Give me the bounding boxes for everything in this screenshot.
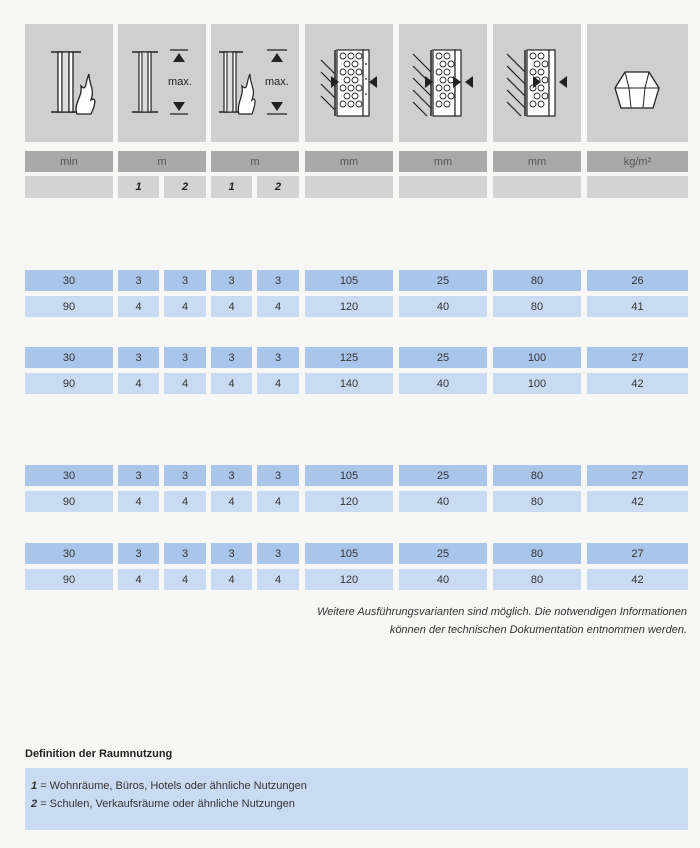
icon-label-max: max.: [168, 76, 192, 88]
subheader-usage-2: 2: [257, 176, 299, 198]
table-cell: 4: [164, 373, 206, 394]
footnote-line-2: können der technischen Dokumentation entnommen werden.: [389, 624, 687, 636]
definition-item: [31, 795, 682, 813]
table-cell: 90: [25, 491, 113, 512]
table-cell: 80: [493, 465, 581, 486]
table-cell: 90: [25, 569, 113, 590]
table-cell: 80: [493, 569, 581, 590]
table-cell: 30: [25, 543, 113, 564]
table-cell: 80: [493, 270, 581, 291]
table-cell: 105: [305, 465, 393, 486]
subheader-usage-1: 1: [118, 176, 159, 198]
table-cell: 105: [305, 270, 393, 291]
definition-title: Definition der Raumnutzung: [25, 748, 173, 760]
subheader-empty: [587, 176, 688, 198]
table-cell: 40: [399, 373, 487, 394]
definition-box: [25, 768, 688, 830]
unit-header-mm: mm: [305, 151, 393, 172]
table-cell: 40: [399, 491, 487, 512]
table-cell: 4: [257, 491, 299, 512]
table-cell: 3: [164, 270, 206, 291]
table-cell: 27: [587, 347, 688, 368]
table-cell: 41: [587, 296, 688, 317]
definition-item: [31, 777, 682, 795]
table-cell: 42: [587, 491, 688, 512]
table-cell: 120: [305, 296, 393, 317]
header-icon-total-thickness: [305, 24, 393, 142]
header-icon-wall-height: [118, 24, 206, 142]
table-cell: 4: [164, 491, 206, 512]
table-cell: 4: [211, 373, 252, 394]
subheader-usage-1: 1: [211, 176, 252, 198]
footnote-line-1: Weitere Ausführungsvarianten sind möglich. Die notwendigen Informationen: [317, 606, 687, 618]
table-cell: 140: [305, 373, 393, 394]
table-cell: 3: [118, 347, 159, 368]
table-cell: 30: [25, 347, 113, 368]
subheader-empty: [493, 176, 581, 198]
table-cell: 4: [118, 491, 159, 512]
table-cell: 25: [399, 347, 487, 368]
table-cell: 3: [118, 465, 159, 486]
fire-wall-icon: [25, 24, 113, 142]
table-cell: 120: [305, 491, 393, 512]
table-cell: 4: [118, 373, 159, 394]
unit-header-kg-m2: kg/m²: [587, 151, 688, 172]
definition-key: 1: [31, 780, 38, 792]
unit-header-m: m: [211, 151, 299, 172]
table-cell: 100: [493, 373, 581, 394]
icon-label-max: max.: [265, 76, 289, 88]
table-cell: 125: [305, 347, 393, 368]
table-cell: 3: [257, 543, 299, 564]
table-cell: 4: [164, 296, 206, 317]
table-cell: 40: [399, 296, 487, 317]
header-icon-core-thickness: [493, 24, 581, 142]
table-cell: 3: [257, 270, 299, 291]
definition-text: = Schulen, Verkaufsräume oder ähnliche Nutzungen: [40, 798, 295, 810]
table-cell: 3: [211, 347, 252, 368]
header-icon-layer-thickness: [399, 24, 487, 142]
table-cell: 3: [211, 270, 252, 291]
table-cell: 90: [25, 373, 113, 394]
table-cell: 3: [257, 465, 299, 486]
unit-header-mm: mm: [493, 151, 581, 172]
table-cell: 26: [587, 270, 688, 291]
table-cell: 4: [257, 569, 299, 590]
table-cell: 40: [399, 569, 487, 590]
unit-header-min: min: [25, 151, 113, 172]
table-cell: 4: [257, 296, 299, 317]
table-cell: 3: [211, 465, 252, 486]
table-cell: 105: [305, 543, 393, 564]
table-cell: 27: [587, 543, 688, 564]
insulation-thickness-layer-icon: [399, 24, 487, 142]
table-cell: 4: [211, 491, 252, 512]
table-cell: 3: [164, 465, 206, 486]
table-cell: 3: [211, 543, 252, 564]
table-cell: 42: [587, 373, 688, 394]
definition-text: = Wohnräume, Büros, Hotels oder ähnliche Nutzungen: [40, 780, 307, 792]
unit-header-mm: mm: [399, 151, 487, 172]
subheader-empty: [25, 176, 113, 198]
table-cell: 42: [587, 569, 688, 590]
table-cell: 80: [493, 491, 581, 512]
table-cell: 3: [118, 543, 159, 564]
header-icon-fire-wall-height: [211, 24, 299, 142]
table-cell: 4: [211, 296, 252, 317]
subheader-empty: [305, 176, 393, 198]
insulation-thickness-total-icon: [305, 24, 393, 142]
table-cell: 30: [25, 465, 113, 486]
table-cell: 3: [164, 347, 206, 368]
table-cell: 100: [493, 347, 581, 368]
unit-header-m: m: [118, 151, 206, 172]
table-cell: 3: [257, 347, 299, 368]
table-cell: 4: [257, 373, 299, 394]
table-cell: 4: [164, 569, 206, 590]
table-cell: 25: [399, 270, 487, 291]
header-icon-fire-resistance: [25, 24, 113, 142]
table-cell: 80: [493, 543, 581, 564]
footnote: [267, 603, 687, 639]
table-cell: 4: [118, 569, 159, 590]
table-cell: 25: [399, 465, 487, 486]
header-icon-weight: [587, 24, 688, 142]
table-cell: 3: [118, 270, 159, 291]
table-cell: 30: [25, 270, 113, 291]
subheader-usage-2: 2: [164, 176, 206, 198]
subheader-empty: [399, 176, 487, 198]
table-cell: 120: [305, 569, 393, 590]
insulation-thickness-core-icon: [493, 24, 581, 142]
table-cell: 4: [118, 296, 159, 317]
table-cell: 90: [25, 296, 113, 317]
table-cell: 3: [164, 543, 206, 564]
weight-icon: [587, 24, 688, 142]
wall-height-max-icon: [118, 24, 206, 142]
definition-key: 2: [31, 798, 38, 810]
table-cell: 27: [587, 465, 688, 486]
table-cell: 80: [493, 296, 581, 317]
table-cell: 4: [211, 569, 252, 590]
table-cell: 25: [399, 543, 487, 564]
